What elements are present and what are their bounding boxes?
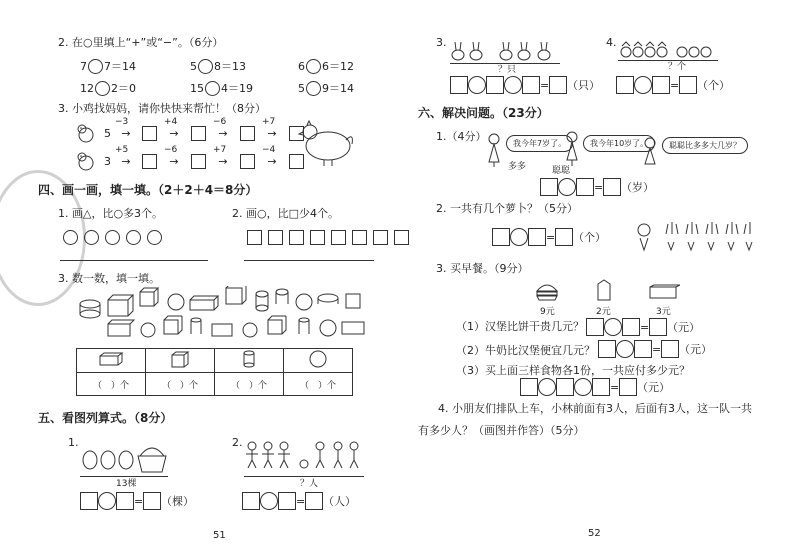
name-duoduo: 多多: [508, 162, 527, 172]
shape-count-table: [76, 348, 353, 396]
hen-icon: [298, 118, 356, 168]
trees-basket-illustration: [80, 438, 170, 474]
chick-icon: [74, 150, 96, 172]
hamburger-icon: [535, 282, 559, 302]
sec6-q3-s3-equation: = （元）: [520, 378, 670, 396]
q3-equation: = （只）: [450, 76, 600, 94]
q2-item-4: 12 2＝0: [80, 81, 136, 95]
q2-title: 2. 在○里填上“+”或“−”。（6分）: [58, 36, 224, 49]
answer-circle[interactable]: [88, 59, 103, 74]
answer-box[interactable]: [142, 154, 157, 169]
price-biscuits: 3元: [656, 307, 671, 317]
q3-chain-1: 5 −3 → +4 → −6 → +7 →: [104, 126, 305, 141]
sec4-q3: 3. 数一数，填一填。: [58, 272, 160, 285]
draw-line-1[interactable]: [60, 260, 208, 261]
biscuits-icon: [648, 284, 680, 300]
q2-item-1: 7 7＝14: [80, 59, 136, 73]
sec6-q4-line2: 有多少人？（画图并作答）（5分）: [418, 424, 585, 437]
draw-line-2[interactable]: [244, 260, 374, 261]
sec6-q3-s2: （2）牛奶比汉堡便宜几元？: [456, 344, 595, 357]
q4-equation: = （个）: [616, 76, 730, 94]
sec6-title: 六、解决问题。（23分）: [418, 106, 549, 120]
answer-box[interactable]: [142, 126, 157, 141]
q2-item-2: 5 8＝13: [190, 59, 246, 73]
child-asking-icon: [640, 136, 660, 170]
right-page: [400, 0, 800, 559]
answer-circle[interactable]: [306, 81, 321, 96]
sphere-cell: [284, 349, 353, 373]
answer-circle[interactable]: [205, 81, 220, 96]
q4-label: ？个: [668, 62, 687, 72]
children-illustration: [244, 438, 364, 474]
milk-icon: [596, 278, 612, 302]
answer-box[interactable]: [240, 154, 255, 169]
sec6-q3-s3: （3）买上面三样食物各1份，一共应付多少元？: [456, 364, 690, 377]
count-cube[interactable]: （ ）个: [146, 373, 215, 396]
count-sphere[interactable]: （ ）个: [284, 373, 353, 396]
q2-item-5: 15 4＝19: [190, 81, 253, 95]
radishes-illustration: [636, 212, 756, 252]
q3-chain-2: 3 +5 → −6 → +7 → −4 →: [104, 154, 305, 169]
answer-circle[interactable]: [306, 59, 321, 74]
sec6-q1-equation: = （岁）: [540, 178, 654, 196]
girl-duoduo-icon: [484, 132, 504, 168]
rabbits-illustration: [450, 40, 560, 62]
sec6-q3-s2-equation: = （元）: [598, 340, 712, 358]
shapes-illustration: [78, 286, 368, 344]
price-milk: 2元: [596, 307, 611, 317]
answer-box[interactable]: [191, 126, 206, 141]
page-number-left: 51: [213, 530, 226, 541]
sec5-q1-label: 13棵: [116, 479, 137, 489]
circle-row: [62, 230, 163, 245]
sec6-q2-equation: = （个）: [492, 228, 606, 246]
answer-box[interactable]: [191, 154, 206, 169]
q2-item-6: 5 9＝14: [298, 81, 354, 95]
q3-label: ？只: [498, 65, 517, 75]
cylinder-cell: [215, 349, 284, 373]
count-cuboid[interactable]: （ ）个: [77, 373, 146, 396]
q2-item-3: 6 6＝12: [298, 59, 354, 73]
count-cylinder[interactable]: （ ）个: [215, 373, 284, 396]
sec5-q2-num: 2.: [232, 436, 243, 449]
answer-circle[interactable]: [198, 59, 213, 74]
q3-num: 3.: [436, 36, 447, 49]
fruits-illustration: [618, 38, 718, 60]
sec5-q2-equation: = （人）: [242, 492, 356, 510]
page-number-right: 52: [588, 528, 601, 539]
sec6-q3-s1-equation: = （元）: [586, 318, 700, 336]
price-hamburger: 9元: [540, 307, 555, 317]
sec5-q1-equation: = （棵）: [80, 492, 194, 510]
answer-circle[interactable]: [95, 81, 110, 96]
name-congcong: 聪聪: [552, 166, 571, 176]
chick-icon: [74, 122, 96, 144]
square-row: [246, 230, 410, 245]
cube-cell: [146, 349, 215, 373]
sec6-q2-title: 2. 一共有几个萝卜？（5分）: [436, 202, 578, 215]
sec4-q1: 1. 画△，比○多3个。: [58, 207, 164, 220]
girl-congcong-icon: [562, 130, 582, 168]
sec6-q3-s1: （1）汉堡比饼干贵几元？: [456, 320, 584, 333]
sec6-q4-line1: 4. 小朋友们排队上车，小林前面有3人，后面有3人，这一队一共: [438, 402, 752, 415]
sec5-q2-label: ？人: [300, 479, 319, 489]
q4-num: 4.: [606, 36, 617, 49]
bubble-congcong: 我今年10岁了。: [583, 135, 655, 152]
answer-box[interactable]: [240, 126, 255, 141]
sec5-title: 五、看图列算式。（8分）: [38, 411, 173, 425]
sec6-q1-title: 1.（4分）: [436, 130, 487, 143]
sec4-title: 四、画一画，填一填。（2＋2＋4＝8分）: [38, 183, 258, 197]
q3-title: 3. 小鸡找妈妈，请你快快来帮忙！（8分）: [58, 102, 266, 115]
sec6-q3-title: 3. 买早餐。（9分）: [436, 262, 529, 275]
bubble-question: 聪聪比多多大几岁？: [662, 137, 748, 154]
sec4-q2: 2. 画○，比□少4个。: [232, 207, 339, 220]
cuboid-cell: [77, 349, 146, 373]
sec5-q1-num: 1.: [68, 436, 79, 449]
bubble-duoduo: 我今年7岁了。: [506, 135, 573, 152]
